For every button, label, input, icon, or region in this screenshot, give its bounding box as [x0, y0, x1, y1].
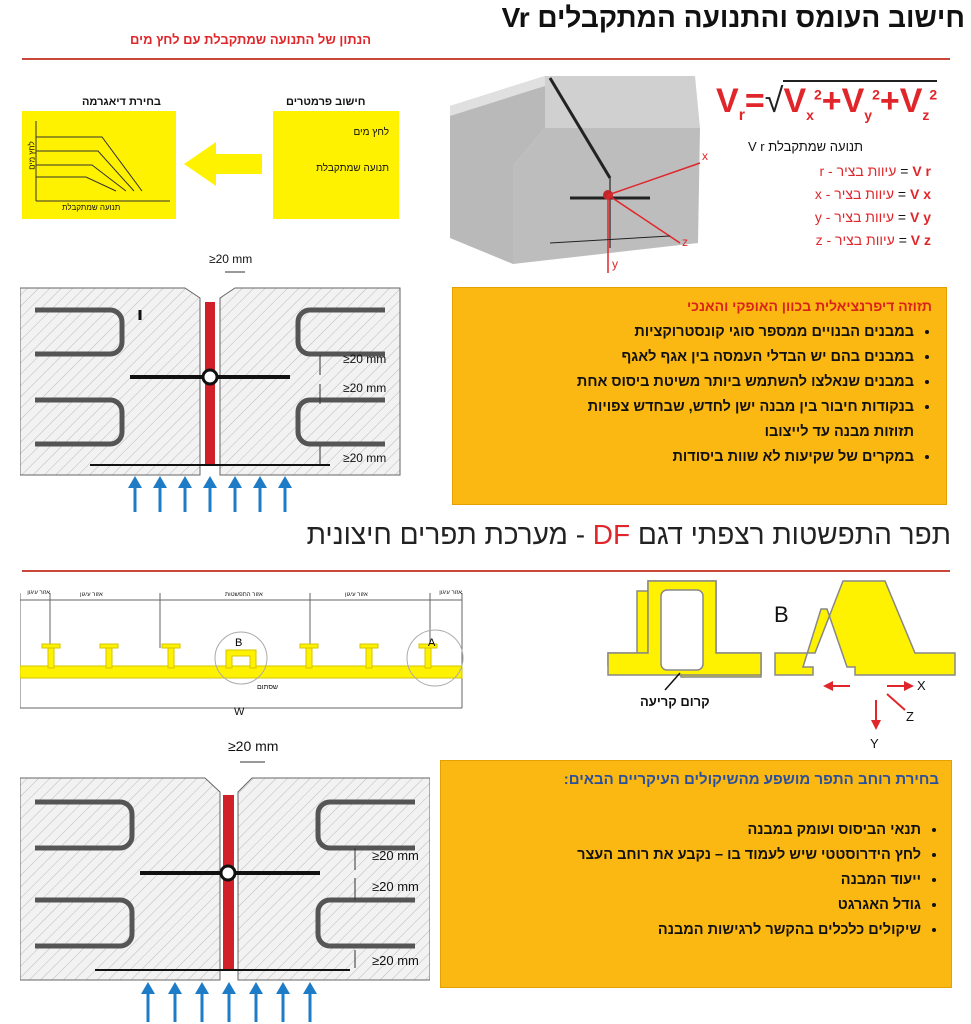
list-item: • לחץ הידרוסטטי שיש לעמוד בו – נקבע את רוחב העצר	[451, 843, 921, 868]
dim-top-2: ≥20 mm	[228, 738, 279, 754]
legend-row-x: V x = עיוות בציר - x	[814, 186, 931, 202]
zone-label-1: אזור עיגון	[27, 590, 50, 596]
param-movement: תנועה שמתקבלת	[316, 163, 389, 174]
legend-row-r: V r = עיוות בציר - r	[819, 163, 931, 179]
cube-axis-y: y	[612, 257, 618, 271]
formula-lhs: V	[716, 82, 739, 120]
arrow-left-icon	[184, 140, 264, 188]
list-item: • בנקודות חיבור בין מבנה ישן לחדש, שבחדש צפויות	[463, 395, 914, 420]
zone-label-4: אזור עיגון	[345, 592, 368, 598]
param-water: לחץ מים	[353, 127, 389, 138]
section2-title: תפר התפשטות רצפתי דגם DF - מערכת תפרים חיצונית	[306, 519, 951, 550]
dim-1c: ≥20 mm	[343, 451, 387, 465]
vr-formula: $V_r=√V_x^2+V_y^2+V_z^2$	[716, 82, 938, 124]
detail-axis-z: Z	[906, 709, 914, 724]
zone-label-5: אזור עיגון	[439, 590, 462, 596]
detail-axis-y: Y	[870, 736, 879, 751]
joint-width-title: בחירת רוחב התפר מושפע מהשיקולים העיקריים הבאים:	[563, 771, 939, 788]
cube-axis-x: x	[702, 149, 708, 163]
profile-w: W	[234, 706, 245, 718]
diagram-box	[22, 111, 176, 219]
list-item: • גודל האגרגט	[451, 893, 921, 918]
joint-cube-diagram	[450, 68, 720, 278]
list-item: • במקרים של שקיעות לא שוות ביסודות	[463, 445, 914, 470]
joint-width-box	[440, 760, 952, 988]
profile-a: A	[428, 637, 436, 649]
legend-row-y: V y = עיוות בציר - y	[814, 209, 931, 225]
cross-section-2	[20, 740, 430, 1024]
list-item: • תנאי הביסוס ועומק במבנה	[451, 818, 921, 843]
list-item: • שיקולים כלכלים בהקשר לרגישות המבנה	[451, 918, 921, 943]
dim-2c: ≥20 mm	[372, 953, 419, 968]
result-label: תנועה שמתקבלת V r	[747, 139, 863, 154]
dim-1a: ≥20 mm	[343, 352, 387, 366]
formula-lhs-sub: r	[738, 106, 745, 124]
chart-ylabel: לחץ מים	[27, 141, 37, 170]
dim-1b: ≥20 mm	[343, 381, 387, 395]
legend-row-z: V z = עיוות בציר - z	[815, 232, 931, 248]
diagram-title: בחירת דיאגרמה	[82, 96, 161, 108]
zone-label-2: אזור עיגון	[80, 592, 103, 598]
list-item: • ייעוד המבנה	[451, 868, 921, 893]
cube-axis-z: z	[682, 235, 688, 249]
formula-eq: =	[744, 82, 765, 120]
differential-movement-box	[452, 287, 947, 505]
detail-axis-x: X	[917, 678, 926, 693]
profile-b: B	[235, 637, 243, 649]
page-title: חישוב העומס והתנועה המתקבלים Vr	[501, 2, 965, 33]
df-profile-diagram	[20, 588, 470, 718]
list-item: תזוזות מבנה עד לייצובו	[764, 424, 914, 440]
crack-membrane-label: קרום קריעה	[640, 694, 710, 709]
page-subtitle: הנתון של התנועה שמתקבלת עם לחץ מים	[130, 32, 371, 47]
detail-b-label: B	[774, 602, 789, 627]
dim-2a: ≥20 mm	[372, 848, 419, 863]
mid-divider	[22, 570, 950, 572]
list-item: • במבנים בהם יש הבדלי העמסה בין אגף לאגף	[463, 345, 914, 370]
list-item: • במבנים שנאלצו להשתמש ביותר משיטת ביסוס אחת	[463, 370, 914, 395]
params-title: חישוב פרמטרים	[286, 96, 366, 108]
chart-xlabel: תנועה שמתקבלת	[62, 203, 121, 212]
dim-top-1: ≥20 mm	[209, 252, 253, 266]
dim-2b: ≥20 mm	[372, 879, 419, 894]
zone-label-3: אזור התפשטות	[225, 592, 263, 598]
top-divider	[22, 58, 950, 60]
list-item: • במבנים הבנויים ממספר סוגי קונסטרוקציות	[463, 320, 914, 345]
profile-small-label: שסתום	[257, 684, 279, 691]
params-box	[273, 111, 399, 219]
differential-title: תזוזה דיפרנציאלית בכוון האופקי והאנכי	[687, 298, 932, 314]
